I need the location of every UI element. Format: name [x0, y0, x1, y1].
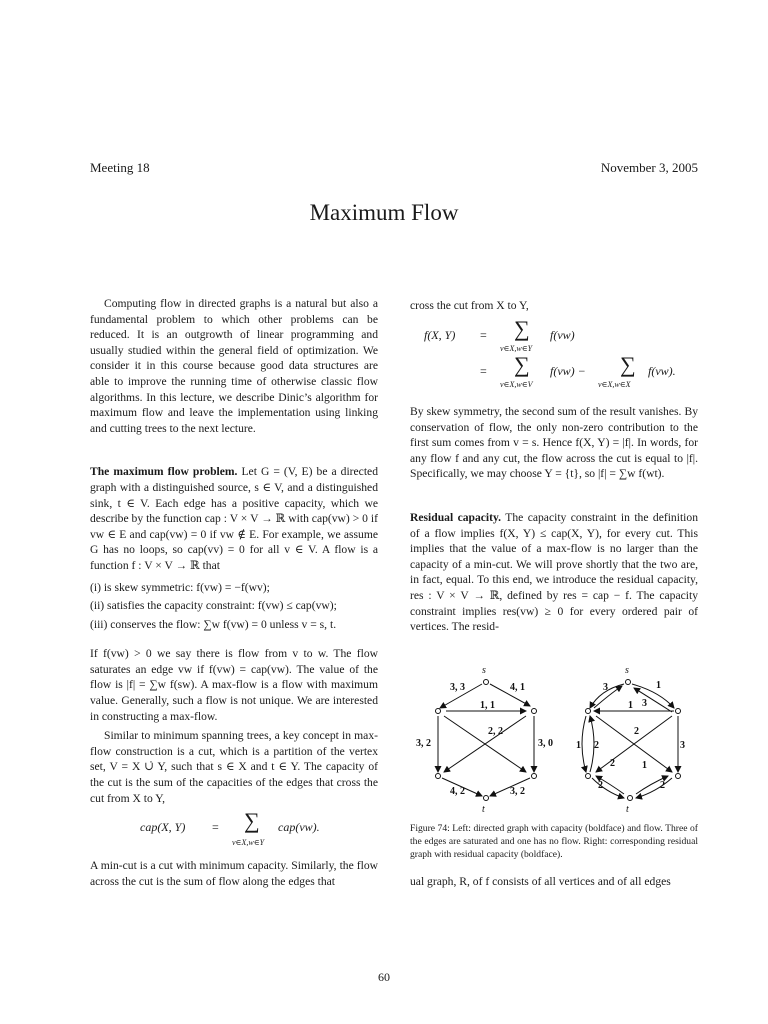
flow-equation-sum-2: ∑ — [514, 352, 530, 377]
right-edge-label: 2 — [594, 740, 599, 751]
page-title: Maximum Flow — [309, 200, 459, 225]
left-edge-label: 3, 2 — [416, 738, 431, 749]
left-edge-label: 3, 0 — [538, 738, 553, 749]
cap-equation-subscript: v∈X,w∈Y — [232, 838, 265, 847]
right-edge-label: 3 — [642, 698, 647, 709]
flow-equation-sub-1: v∈X,w∈Y — [500, 344, 533, 353]
right-edge-label: 3 — [680, 740, 685, 751]
residual-text: The capacity constraint in the definition of a flow implies f(X, Y) ≤ cap(X, Y), for every cut. This implies that the value of a max-flow is no larger than the capacity of a min-cut. We will prove shortly that the two are, in fact, equal. To this end, we introduce the residual capacity, res : V × V → ℝ, defined by res = cap − f. The capacity constraint implies res(vw) ≥ 0 for every ordered pair of vertices. The resid- — [410, 510, 698, 634]
left-edge-label: 1, 1 — [480, 700, 495, 711]
left-sink-label: t — [482, 804, 485, 815]
min-cut-block — [90, 858, 378, 889]
right-column-bottom — [410, 874, 698, 890]
capacity-equation — [140, 808, 380, 852]
left-column — [90, 296, 378, 806]
left-edge-label: 4, 2 — [450, 786, 465, 797]
problem-heading: The maximum flow problem. — [90, 465, 238, 479]
right-column-top — [410, 298, 698, 314]
min-cut-paragraph: A min-cut is a cut with minimum capacity. Similarly, the flow across the cut is the sum of flow along the edges that — [90, 859, 378, 888]
cap-equation-sum: ∑ — [244, 808, 260, 833]
right-edge-label: 1 — [642, 760, 647, 771]
flow-equation-equals-1: = — [480, 328, 487, 342]
flow-equation-sub-3: v∈X,w∈X — [598, 380, 631, 389]
flow-equation-term-1: f(vw) — [550, 328, 575, 342]
cap-equation-lhs: cap(X, Y) — [140, 820, 186, 834]
flow-equation-sum-1: ∑ — [514, 316, 530, 341]
intro-paragraph: Computing flow in directed graphs is a natural but also a fundamental problem to which other problems can be reduced. It is an outgrowth of linear programming and usually studied within the general field of optimization. We consider it in this course because good data structures are able to improve the running time of otherwise classic flow algorithms. In this lecture, we describe Dinic’s algorithm for maximum flow and leave the implementation using linking and cutting trees to the next lecture. — [90, 297, 378, 435]
flow-equation — [424, 316, 704, 396]
left-graph-labels — [416, 665, 553, 815]
right-sink-label: t — [626, 804, 629, 815]
right-edge-label: 2 — [660, 780, 665, 791]
right-source-label: s — [625, 665, 629, 676]
right-edge-label: 3 — [603, 682, 608, 693]
condition-conservation: (iii) conserves the flow: ∑w f(vw) = 0 unless v = s, t. — [90, 617, 337, 631]
cap-equation-term: cap(vw). — [278, 820, 320, 834]
flow-conditions-list — [90, 580, 378, 633]
left-edge-label: 4, 1 — [510, 682, 525, 693]
figure-caption: Figure 74: Left: directed graph with capacity (boldface) and flow. Three of the edges are saturated and one has no flow. Right: corresponding residual graph with residual capacity (boldface). — [410, 823, 698, 860]
flow-equation-equals-2: = — [480, 364, 487, 378]
condition-capacity-constraint: (ii) satisfies the capacity constraint: f(vw) ≤ cap(vw); — [90, 599, 337, 613]
problem-text: Let G = (V, E) be a directed graph with a distinguished source, s ∈ V, and a distinguished sink, t ∈ V. Each edge has a positive capacity, which we describe by the function cap : V × V → ℝ with cap(vw) > 0 if vw ∈ E and cap(vw) = 0 if vw ∉ E. For example, we assume G has no loops, so cap(vv) = 0 for all v ∈ V. A flow is a function f : V × V → ℝ that — [90, 465, 378, 572]
left-edge-label: 2, 2 — [488, 726, 503, 737]
skew-symmetry-paragraph: By skew symmetry, the second sum of the result vanishes. By conservation of flow, the only non-zero contribution to the first sum comes from v = s. Hence f(X, Y) = |f|. In words, for any flow f and any cut, the flow across the cut is equal to |f|. Specifically, we may choose Y = {t}, so |f| = ∑w f(wt). — [410, 405, 698, 481]
left-edge-label: 3, 2 — [510, 786, 525, 797]
flow-equation-sum-3: ∑ — [620, 352, 636, 377]
condition-skew-symmetric: (i) is skew symmetric: f(vw) = −f(wv); — [90, 580, 270, 594]
residual-capacity-paragraph — [410, 510, 698, 635]
meeting-label: Meeting 18 — [90, 160, 150, 175]
flow-equation-lhs: f(X, Y) — [424, 328, 456, 342]
right-graph-labels — [576, 665, 685, 815]
residual-heading: Residual capacity. — [410, 510, 502, 524]
right-edge-label: 2 — [598, 780, 603, 791]
flow-equation-term-2: f(vw) − — [550, 364, 586, 378]
right-edge-label: 1 — [628, 700, 633, 711]
right-edge-label: 2 — [634, 726, 639, 737]
left-source-label: s — [482, 665, 486, 676]
cut-paragraph: Similar to minimum spanning trees, a key concept in max-flow construction is a cut, which is a partition of the vertex set, V = X ∪̇ Y, such that s ∈ X and t ∈ Y. The capacity of the cut is the sum of the capacities of the edges that cross the cut from X to Y, — [90, 729, 378, 805]
right-edge-label: 1 — [656, 680, 661, 691]
flow-figure — [410, 664, 700, 815]
left-edge-label: 3, 3 — [450, 682, 465, 693]
cap-equation-equals: = — [212, 820, 219, 834]
residual-graph-text: ual graph, R, of f consists of all vertices and of all edges — [410, 875, 671, 888]
continuation-text: cross the cut from X to Y, — [410, 299, 529, 312]
left-flow-graph — [436, 680, 537, 801]
flow-equation-sub-2: v∈X,w∈V — [500, 380, 533, 389]
right-column-middle — [410, 404, 698, 635]
right-edge-label: 1 — [576, 740, 581, 751]
flow-definition-paragraph: If f(vw) > 0 we say there is flow from v to w. The flow saturates an edge vw if f(vw) = cap(vw). The value of the flow is |f| = ∑w f(sw). A max-flow is a flow with maximum value. Generally, such a flow is not unique. We are interested in constructing a max-flow. — [90, 647, 378, 723]
flow-equation-term-3: f(vw). — [648, 364, 676, 378]
date-label: November 3, 2005 — [600, 160, 698, 175]
page-number: 60 — [378, 970, 390, 984]
right-edge-label: 2 — [610, 758, 615, 769]
max-flow-problem-paragraph — [90, 464, 378, 573]
